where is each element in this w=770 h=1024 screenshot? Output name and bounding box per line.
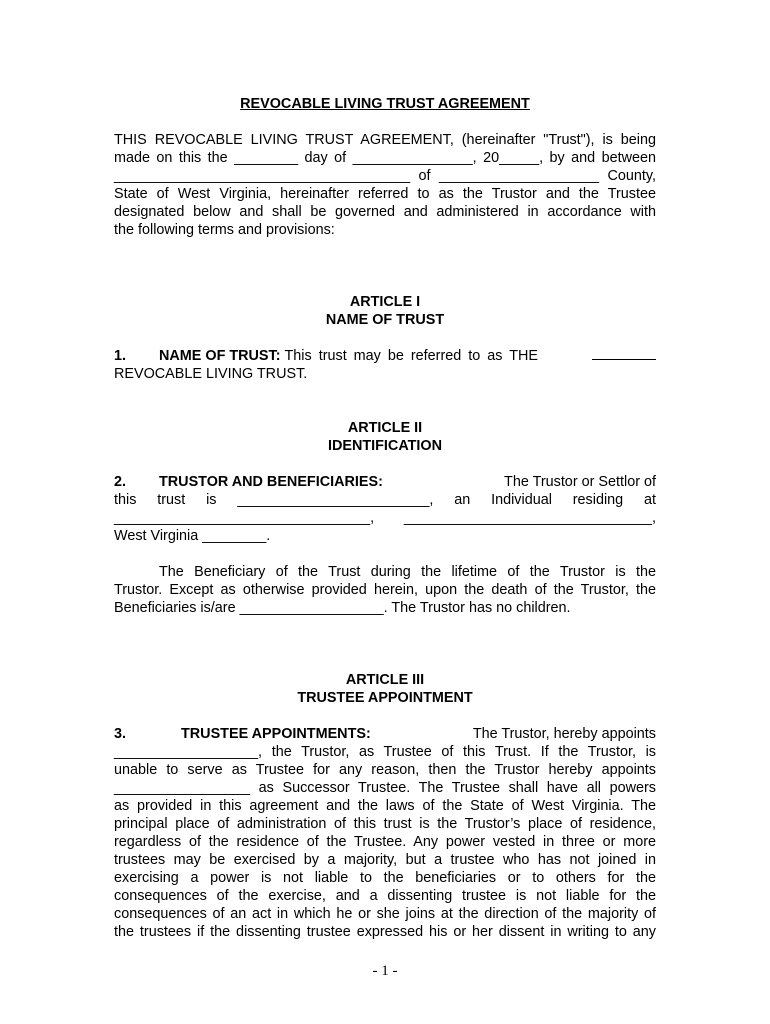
article-2-subheading: IDENTIFICATION bbox=[327, 438, 443, 454]
article-3-subheading: TRUSTEE APPOINTMENT bbox=[297, 690, 473, 706]
trustee-line: consequences of the exercise, and a dissenting trustee is not liable for the bbox=[114, 888, 656, 904]
section-label: TRUSTOR AND BENEFICIARIES: bbox=[159, 474, 383, 490]
article-1-heading: ARTICLE I bbox=[349, 294, 421, 310]
section-label: TRUSTEE APPOINTMENTS: bbox=[181, 726, 371, 742]
trustee-line: the trustees if the dissenting trustee expressed his or her dissent in writing to any bbox=[114, 924, 656, 940]
beneficiary-line: Beneficiaries is/are __________________. The Trustor has no children. bbox=[114, 600, 571, 616]
section-number: 2. bbox=[114, 474, 127, 490]
section-number: 1. bbox=[114, 348, 127, 364]
intro-line: _____________________________________ of ____________________ County, bbox=[114, 168, 656, 184]
intro-line: made on this the ________ day of _______________, 20_____, by and between bbox=[114, 150, 656, 166]
article-2-line: West Virginia ________. bbox=[114, 528, 271, 544]
document-page bbox=[114, 95, 656, 941]
trust-name-blank bbox=[592, 347, 656, 365]
trustee-line: principal place of administration of this trust is the Trustor’s place of residence, bbox=[114, 816, 656, 832]
article-2-first-line bbox=[114, 473, 656, 491]
trustee-line: unable to serve as Trustee for any reason, then the Trustor hereby appoints bbox=[114, 762, 656, 778]
intro-paragraph bbox=[114, 131, 656, 239]
trustee-paragraph bbox=[114, 743, 656, 941]
trustee-line: exercising a power is not liable to the beneficiaries or to others for the bbox=[114, 870, 656, 886]
section-text-continued: REVOCABLE LIVING TRUST. bbox=[114, 366, 308, 382]
beneficiary-paragraph bbox=[114, 563, 656, 617]
trustee-line: as provided in this agreement and the laws of the State of West Virginia. The bbox=[114, 798, 656, 814]
article-2-line: ________________________________, _______________________________, bbox=[114, 510, 656, 526]
article-1-subheading: NAME OF TRUST bbox=[325, 312, 445, 328]
section-label-tail: The Trustor or Settlor of bbox=[504, 474, 656, 490]
article-2-heading: ARTICLE II bbox=[347, 420, 423, 436]
trustee-line: _________________ as Successor Trustee. The Trustee shall have all powers bbox=[114, 780, 656, 796]
page-number: - 1 - bbox=[372, 963, 398, 979]
trustee-line: regardless of the residence of the Trustee. Any power vested in three or more bbox=[114, 834, 656, 850]
beneficiary-line: Trustor. Except as otherwise provided herein, upon the death of the Trustor, the bbox=[114, 582, 656, 598]
section-label-tail: The Trustor, hereby appoints bbox=[472, 726, 656, 742]
section-number: 3. bbox=[114, 726, 127, 742]
document-title: REVOCABLE LIVING TRUST AGREEMENT bbox=[240, 96, 530, 112]
intro-line: State of West Virginia, hereinafter referred to as the Trustor and the Trustee bbox=[114, 186, 656, 202]
article-3-first-line bbox=[114, 725, 656, 743]
section-label: NAME OF TRUST: bbox=[159, 348, 281, 364]
section-text: This trust may be referred to as THE bbox=[284, 348, 538, 364]
article-1-paragraph bbox=[114, 347, 656, 365]
article-2-line: this trust is ________________________, an Individual residing at bbox=[114, 492, 656, 508]
article-3-heading: ARTICLE III bbox=[345, 672, 425, 688]
beneficiary-line: The Beneficiary of the Trust during the lifetime of the Trustor is the bbox=[159, 564, 656, 580]
trustee-line: consequences of an act in which he or she joins at the direction of the majority of bbox=[114, 906, 656, 922]
intro-line: THIS REVOCABLE LIVING TRUST AGREEMENT, (hereinafter "Trust"), is being bbox=[114, 132, 656, 148]
intro-line: designated below and shall be governed and administered in accordance with bbox=[114, 204, 656, 220]
intro-line: the following terms and provisions: bbox=[114, 222, 335, 238]
trustee-line: trustees may be exercised by a majority, but a trustee who has not joined in bbox=[114, 852, 656, 868]
trustee-line: __________________, the Trustor, as Trustee of this Trust. If the Trustor, is bbox=[114, 744, 656, 760]
